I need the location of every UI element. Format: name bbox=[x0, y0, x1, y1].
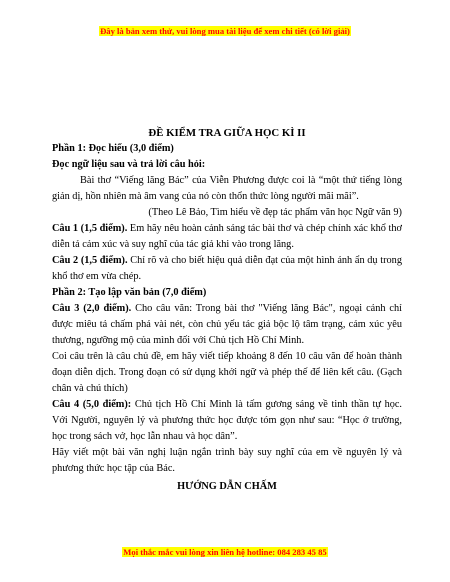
question-2-label: Câu 2 (1,5 điểm). bbox=[52, 255, 128, 266]
hotline-banner bbox=[0, 546, 450, 558]
question-4-task: Hãy viết một bài văn nghị luận ngắn trình bày suy nghĩ của em về nguyên lý và phương thức học tập của Bác. bbox=[52, 447, 402, 474]
reading-passage: Bài thơ “Viếng lăng Bác” của Viễn Phương được coi là “một thứ tiếng lòng giản dị, hồn nhiên mà âm vang của nó còn thổn thức lòng người mãi mãi”. bbox=[52, 175, 402, 202]
question-3 bbox=[52, 301, 402, 349]
question-4 bbox=[52, 397, 402, 445]
question-1-text: Em hãy nêu hoàn cảnh sáng tác bài thơ và chép chính xác khổ thơ diễn tả cảm xúc và suy nghĩ của tác giả khi vào trong lăng. bbox=[52, 223, 402, 250]
hotline-text: Mọi thắc mắc vui lòng xin liên hệ hotline: 084 283 45 85 bbox=[123, 547, 327, 557]
exam-title: ĐỀ KIỂM TRA GIỮA HỌC KÌ II bbox=[148, 127, 306, 139]
question-3-text: Cho câu văn: Trong bài thơ "Viếng lăng Bác", ngoại cảnh chỉ được miêu tả chấm phá vài nét, còn chủ yếu tác giả bộc lộ tâm trạng, cảm xúc yêu thương, ngưỡng mộ của mình đối với Chủ tịch Hồ Chí Minh. bbox=[52, 303, 402, 346]
question-3-label: Câu 3 (2,0 điểm). bbox=[52, 303, 132, 314]
passage-source: (Theo Lê Bảo, Tìm hiểu về đẹp tác phẩm văn học Ngữ văn 9) bbox=[148, 207, 402, 218]
exam-document bbox=[52, 125, 402, 495]
question-4-label: Câu 4 (5,0 điểm): bbox=[52, 399, 132, 410]
question-3-task: Coi câu trên là câu chủ đề, em hãy viết tiếp khoảng 8 đến 10 câu văn để hoàn thành đoạn diễn dịch. Trong đoạn có sử dụng khởi ngữ và phép thế để liên kết câu. (Gạch chân và chú thích) bbox=[52, 351, 402, 394]
reading-instruction: Đọc ngữ liệu sau và trả lời câu hỏi: bbox=[52, 159, 206, 170]
part2-heading: Phần 2: Tạo lập văn bản (7,0 điểm) bbox=[52, 287, 207, 298]
question-2 bbox=[52, 253, 402, 285]
part1-heading: Phần 1: Đọc hiểu (3,0 điểm) bbox=[52, 143, 174, 154]
preview-notice-banner bbox=[0, 25, 450, 37]
preview-notice-text: Đây là bản xem thử, vui lòng mua tài liệu để xem chi tiết (có lời giải) bbox=[100, 26, 350, 36]
question-2-text: Chỉ rõ và cho biết hiệu quả diễn đạt của một hình ảnh ẩn dụ trong khổ thơ em vừa chép. bbox=[52, 255, 402, 282]
question-1 bbox=[52, 221, 402, 253]
question-4-text: Chủ tịch Hồ Chí Minh là tấm gương sáng về tinh thần tự học. Với Người, nguyên lý và phương thức học được tóm gọn như sau: “Học ở trường, học trong sách vở, học lẫn nhau và học dân”. bbox=[52, 399, 403, 442]
question-1-label: Câu 1 (1,5 điểm). bbox=[52, 223, 128, 234]
grading-guide-heading: HƯỚNG DẪN CHẤM bbox=[177, 481, 277, 492]
